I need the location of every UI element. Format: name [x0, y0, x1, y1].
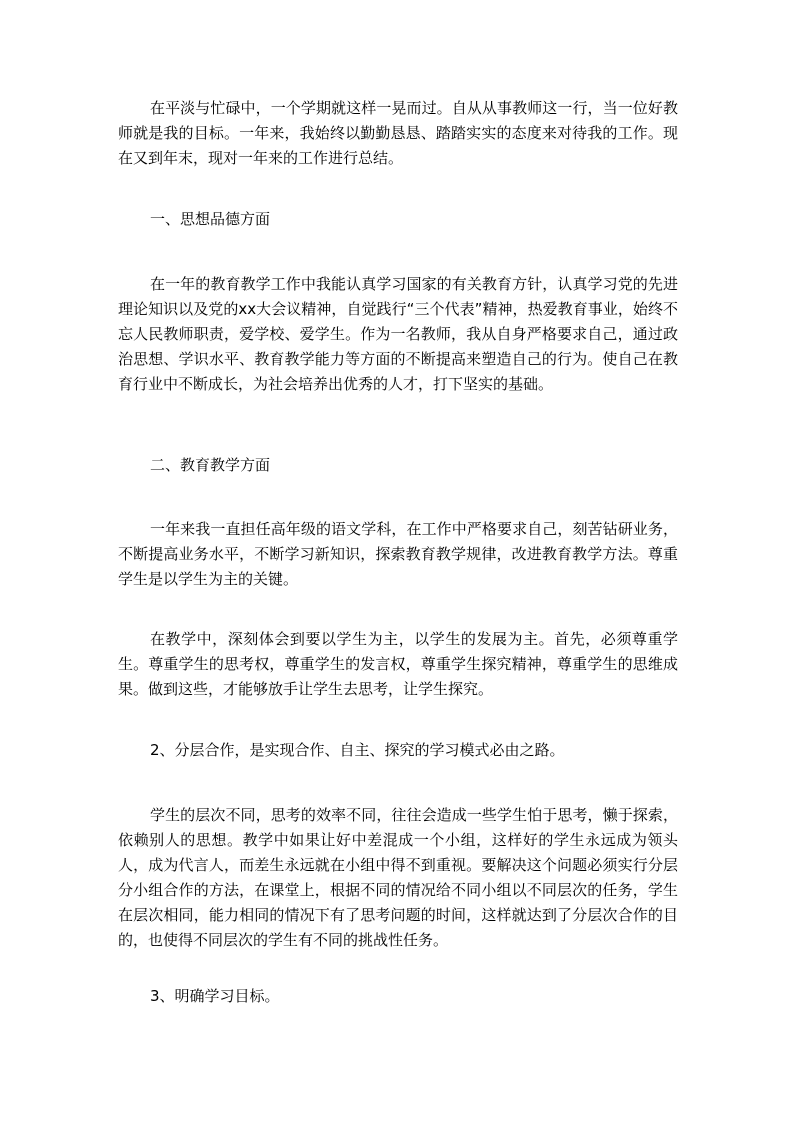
teaching-paragraph-2: 在教学中，深刻体会到要以学生为主，以学生的发展为主。首先，必须尊重学生。尊重学生的思考权，尊重学生的发言权，尊重学生探究精神，尊重学生的思维成果。做到这些，才能够放手让学生去思考，让学生探究。 [118, 630, 678, 698]
ideology-paragraph: 在一年的教育教学工作中我能认真学习国家的有关教育方针，认真学习党的先进理论知识以及党的xx大会议精神，自觉践行“三个代表”精神，热爱教育事业，始终不忘人民教师职责，爱学校、爱学生。作为一名教师，我从自身严格要求自己，通过政治思想、学识水平、教育教学能力等方面的不断提高来塑造自己的行为。使自己在教育行业中不断成长，为社会培养出优秀的人才，打下坚实的基础。 [118, 275, 678, 393]
section-heading-ideology: 一、思想品德方面 [150, 210, 271, 228]
teaching-paragraph-1: 一年来我一直担任高年级的语文学科，在工作中严格要求自己，刻苦钻研业务，不断提高业务水平，不断学习新知识，探索教育教学规律，改进教育教学方法。尊重学生是以学生为主的关键。 [118, 520, 678, 588]
point-heading-3: 3、明确学习目标。 [150, 987, 280, 1005]
point-heading-2: 2、分层合作，是实现合作、自主、探究的学习模式必由之路。 [150, 741, 565, 759]
section-heading-teaching: 二、教育教学方面 [150, 456, 271, 474]
intro-paragraph: 在平淡与忙碌中，一个学期就这样一晃而过。自从从事教师这一行，当一位好教师就是我的目标。一年来，我始终以勤勤恳恳、踏踏实实的态度来对待我的工作。现在又到年末，现对一年来的工作进行总结。 [118, 99, 678, 167]
point-paragraph-2: 学生的层次不同，思考的效率不同，往往会造成一些学生怕于思考，懒于探索，依赖别人的思想。教学中如果让好中差混成一个小组，这样好的学生永远成为领头人，成为代言人，而差生永远就在小组中得不到重视。要解决这个问题必须实行分层分小组合作的方法，在课堂上，根据不同的情况给不同小组以不同层次的任务，学生在层次相同，能力相同的情况下有了思考问题的时间，这样就达到了分层次合作的目的，也使得不同层次的学生有不同的挑战性任务。 [118, 806, 678, 949]
